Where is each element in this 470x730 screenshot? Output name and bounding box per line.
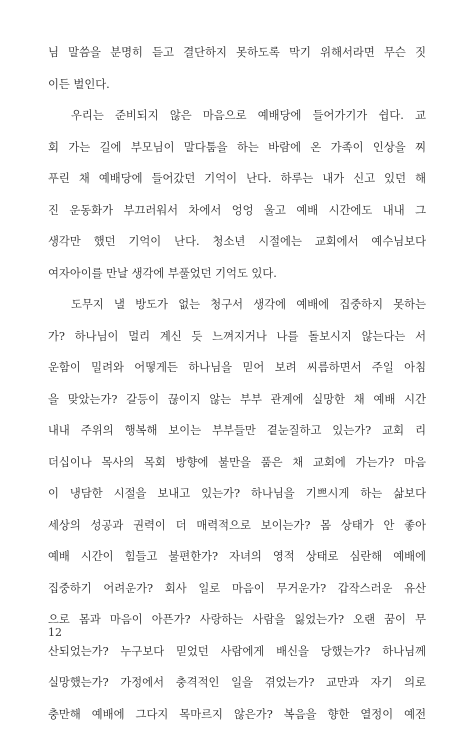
text-line: 도무지 낼 방도가 없는 청구서 생각에 예배에 집중하지 못하는 bbox=[48, 289, 426, 321]
text-line: 우리는 준비되지 않은 마음으로 예배당에 들어가기가 쉽다. 교 bbox=[48, 100, 426, 132]
page-number: 12 bbox=[48, 626, 62, 639]
body-text bbox=[48, 37, 426, 730]
text-line: 으로 몸과 마음이 아픈가? 사랑하는 사람을 잃었는가? 오랜 꿈이 무 bbox=[48, 604, 426, 636]
text-line: 집중하기 어려운가? 회사 일로 마음이 무거운가? 갑작스러운 유산 bbox=[48, 573, 426, 605]
text-line: 충만해 예배에 그다지 목마르지 않은가? 복음을 향한 열정이 예전 bbox=[48, 699, 426, 730]
text-line: 푸린 채 예배당에 들어갔던 기억이 난다. 하루는 내가 신고 있던 해 bbox=[48, 163, 426, 195]
text-line: 이든 벌인다. bbox=[48, 69, 426, 101]
text-line: 내내 주위의 행복해 보이는 부부들만 곁눈질하고 있는가? 교회 리 bbox=[48, 415, 426, 447]
text-line: 을 맞았는가? 갈등이 끊이지 않는 부부 관계에 실망한 채 예배 시간 bbox=[48, 384, 426, 416]
text-line: 님 말씀을 분명히 듣고 결단하지 못하도록 막기 위해서라면 무슨 짓 bbox=[48, 37, 426, 69]
text-line: 더십이나 목사의 목회 방향에 불만을 품은 채 교회에 가는가? 마음 bbox=[48, 447, 426, 479]
text-line: 예배 시간이 힘들고 불편한가? 자녀의 영적 상태로 심란해 예배에 bbox=[48, 541, 426, 573]
text-line: 운함이 밀려와 어떻게든 하나님을 믿어 보려 씨름하면서 주일 아침 bbox=[48, 352, 426, 384]
text-line: 생각만 했던 기억이 난다. 청소년 시절에는 교회에서 예수님보다 bbox=[48, 226, 426, 258]
text-line: 실망했는가? 가정에서 충격적인 일을 겪었는가? 교만과 자기 의로 bbox=[48, 667, 426, 699]
text-line: 세상의 성공과 권력이 더 매력적으로 보이는가? 몸 상태가 안 좋아 bbox=[48, 510, 426, 542]
text-line: 이 냉담한 시절을 보내고 있는가? 하나님을 기쁘시게 하는 삶보다 bbox=[48, 478, 426, 510]
text-line: 회 가는 길에 부모님이 말다툼을 하는 바람에 온 가족이 인상을 찌 bbox=[48, 132, 426, 164]
text-line: 가? 하나님이 멀리 계신 듯 느껴지거나 나를 돌보시지 않는다는 서 bbox=[48, 321, 426, 353]
text-line: 여자아이를 만날 생각에 부풀었던 기억도 있다. bbox=[48, 258, 426, 290]
text-line: 산되었는가? 누구보다 믿었던 사람에게 배신을 당했는가? 하나님께 bbox=[48, 636, 426, 668]
text-line: 진 운동화가 부끄러워서 차에서 엉엉 울고 예배 시간에도 내내 그 bbox=[48, 195, 426, 227]
